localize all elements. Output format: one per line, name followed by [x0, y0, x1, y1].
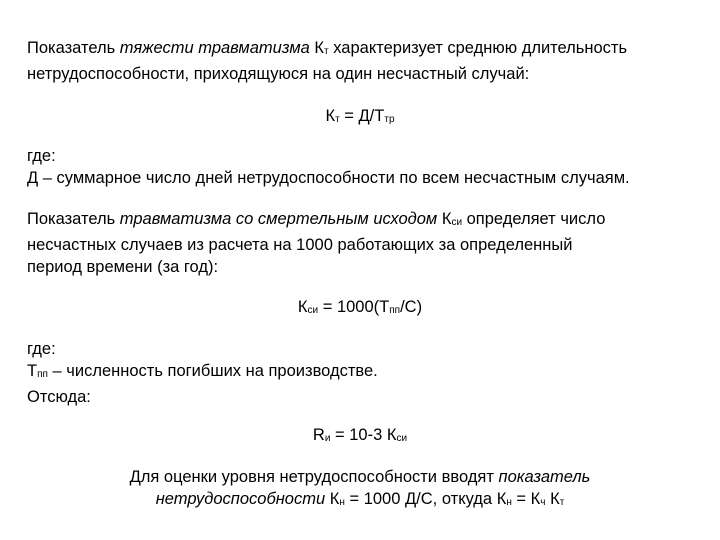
formula-ksi — [0, 296, 720, 322]
paragraph-severity-line-2: нетрудоспособности, приходящуюся на один несчастный случай: — [27, 65, 530, 83]
paragraph-fatal-line-1 — [27, 208, 697, 234]
paragraph-disability — [40, 466, 680, 514]
var-kch-subscript: ч — [540, 497, 546, 508]
var-k-subscript: си — [451, 217, 463, 228]
paragraph-severity — [27, 37, 697, 85]
paragraph-fatal-line-3: период времени (за год): — [27, 258, 219, 276]
text-lead: Для оценки уровня нетрудоспособности вводят — [129, 468, 499, 486]
paragraph-fatal-line-2: несчастных случаев из расчета на 1000 работающих за определенный — [27, 236, 573, 254]
formula-kn-eq: = К — [511, 490, 541, 508]
formula-ksi-lhs-sub: си — [307, 305, 319, 316]
var-t-subscript: пп — [37, 369, 48, 380]
formula-ksi-mid: = 1000(Т — [318, 298, 390, 316]
var-kt: К — [545, 490, 560, 508]
formula-ksi-t-sub: пп — [389, 305, 401, 316]
var-t: Т — [27, 362, 38, 380]
term-indicator: показатель — [498, 468, 591, 486]
var-kn: К — [325, 490, 340, 508]
var-k: К — [314, 39, 325, 57]
text-lead: Показатель — [27, 210, 120, 228]
term-severity: тяжести травматизма — [119, 39, 310, 57]
hence-label: Отсюда: — [27, 388, 91, 406]
formula-kt — [0, 105, 720, 131]
formula-ksi-end: /С) — [400, 298, 423, 316]
formula-ri-rhs-sub: си — [396, 433, 408, 444]
paragraph-disability-line-1 — [40, 466, 680, 488]
var-k: К — [437, 210, 452, 228]
var-k-subscript: т — [324, 46, 329, 57]
paragraph-fatal — [27, 208, 697, 278]
text-rest: характеризует среднюю длительность — [328, 39, 628, 57]
paragraph-severity-line-1 — [27, 37, 697, 63]
where-definition-t — [27, 360, 697, 386]
formula-kn-mid: = 1000 Д/С, откуда К — [344, 490, 507, 508]
var-kn-subscript: н — [339, 497, 345, 508]
var-kt-subscript: т — [559, 497, 565, 508]
formula-ri-lhs: R — [312, 426, 325, 444]
formula-kt-mid: = Д/Т — [339, 107, 385, 125]
where-label-2: где: — [27, 340, 56, 358]
formula-kt-rhs-sub: тр — [384, 114, 395, 125]
term-fatal: травматизма со смертельным исходом — [119, 210, 438, 228]
formula-kt-lhs: К — [325, 107, 336, 125]
where-definition-d: Д – суммарное число дней нетрудоспособности по всем несчастным случаям. — [27, 169, 630, 187]
formula-kt-lhs-sub: т — [335, 114, 340, 125]
var-kn-subscript-2: н — [506, 497, 512, 508]
text-lead: Показатель — [27, 39, 120, 57]
term-disability: нетрудоспособности — [155, 490, 326, 508]
where-block-2 — [27, 338, 697, 408]
formula-ri-lhs-sub: и — [324, 433, 331, 444]
where-label-1: где: — [27, 147, 56, 165]
formula-ri — [0, 424, 720, 450]
formula-ksi-lhs: К — [297, 298, 308, 316]
formula-ri-mid: = 10-3 К — [330, 426, 397, 444]
paragraph-disability-line-2 — [40, 488, 680, 514]
definition-t-text: – численность погибших на производстве. — [47, 362, 378, 380]
where-block-1 — [27, 145, 697, 189]
text-rest: определяет число — [462, 210, 606, 228]
